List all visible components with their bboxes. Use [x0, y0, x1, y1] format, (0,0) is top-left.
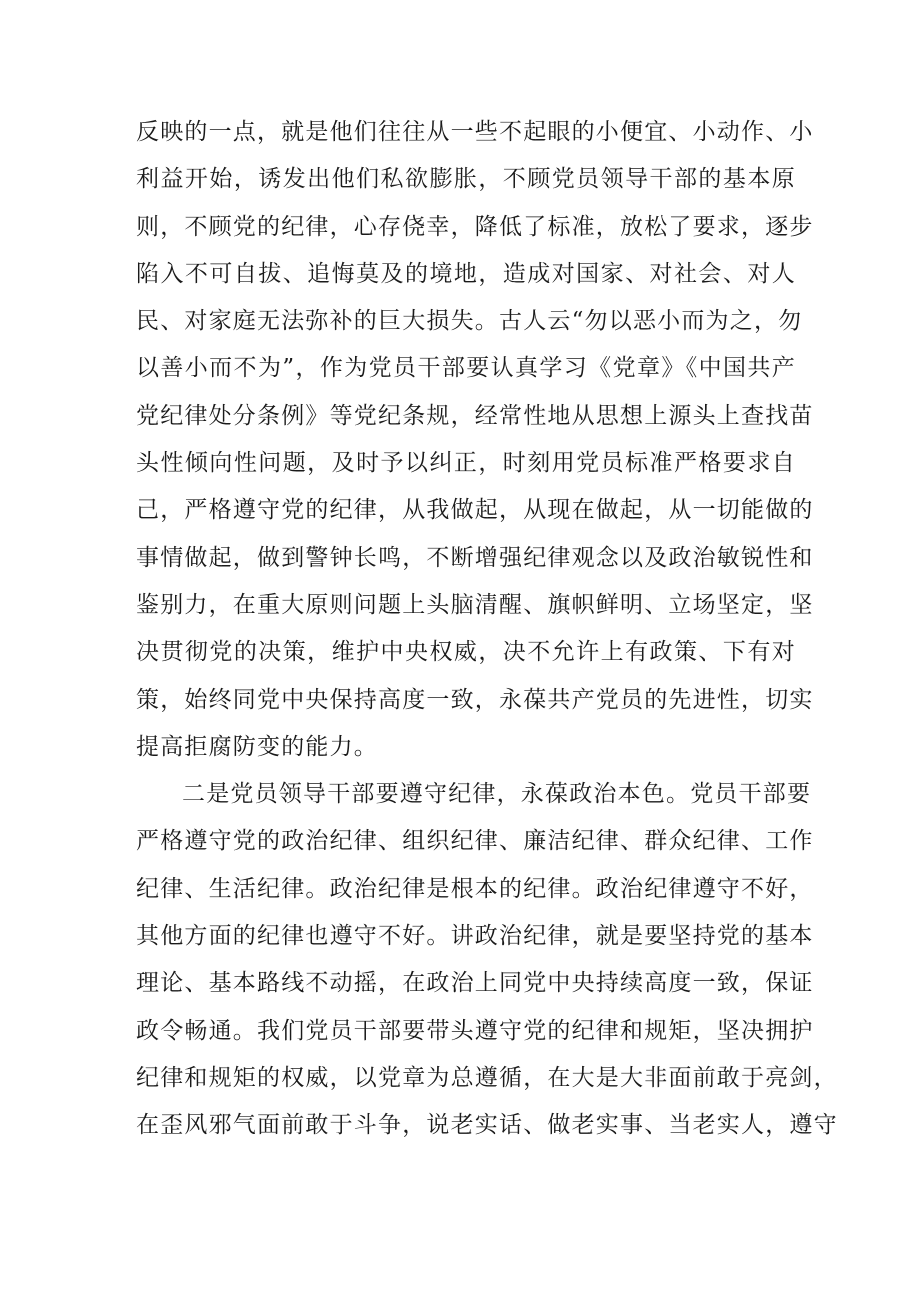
paragraph-1-line-4: 陷入不可自拔、追悔莫及的境地，造成对国家、对社会、对人 [136, 260, 796, 287]
paragraph-2-line-7: 纪律和规矩的权威，以党章为总遵循，在大是大非面前敢于亮剑， [136, 1064, 838, 1091]
paragraph-1-line-6: 以善小而不为”，作为党员干部要认真学习《党章》《中国共产 [136, 355, 796, 382]
paragraph-1-line-1: 反映的一点，就是他们往往从一些不起眼的小便宜、小动作、小 [136, 119, 814, 145]
document-body [136, 109, 838, 1150]
paragraph-1-line-9: 己，严格遵守党的纪律，从我做起，从现在做起，从一切能做的 [136, 497, 814, 524]
paragraph-2-line-5: 理论、基本路线不动摇，在政治上同党中央持续高度一致，保证 [136, 970, 814, 997]
paragraph-1-line-8: 头性倾向性问题，及时予以纠正，时刻用党员标准严格要求自 [136, 450, 796, 477]
paragraph-2-line-1: 二是党员领导干部要遵守纪律，永葆政治本色。党员干部要 [182, 781, 812, 808]
paragraph-1-line-11: 鉴别力，在重大原则问题上头脑清醒、旗帜鲜明、立场坚定，坚 [136, 591, 814, 618]
paragraph-1-line-2: 利益开始，诱发出他们私欲膨胀，不顾党员领导干部的基本原 [136, 166, 796, 193]
paragraph-2-line-6: 政令畅通。我们党员干部要带头遵守党的纪律和规矩，坚决拥护 [136, 1017, 814, 1044]
paragraph-2-line-2: 严格遵守党的政治纪律、组织纪律、廉洁纪律、群众纪律、工作 [136, 828, 814, 855]
paragraph-1-line-5: 民、对家庭无法弥补的巨大损失。古人云“勿以恶小而为之，勿 [136, 308, 803, 335]
paragraph-2-line-3: 纪律、生活纪律。政治纪律是根本的纪律。政治纪律遵守不好， [136, 875, 814, 902]
paragraph-1-line-7: 党纪律处分条例》等党纪条规，经常性地从思想上源头上查找苗 [136, 402, 814, 429]
paragraph-1-line-3: 则，不顾党的纪律，心存侥幸，降低了标准，放松了要求，逐步 [136, 213, 814, 240]
paragraph-1-line-12: 决贯彻党的决策，维护中央权威，决不允许上有政策、下有对 [136, 639, 796, 666]
paragraph-2-line-4: 其他方面的纪律也遵守不好。讲政治纪律，就是要坚持党的基本 [136, 923, 814, 950]
paragraph-1-line-14: 提高拒腐防变的能力。 [136, 733, 378, 760]
paragraph-1-line-13: 策，始终同党中央保持高度一致，永葆共产党员的先进性，切实 [136, 686, 814, 713]
paragraph-1-line-10: 事情做起，做到警钟长鸣，不断增强纪律观念以及政治敏锐性和 [136, 544, 814, 571]
paragraph-2-line-8: 在歪风邪气面前敢于斗争，说老实话、做老实事、当老实人，遵守 [136, 1112, 838, 1139]
